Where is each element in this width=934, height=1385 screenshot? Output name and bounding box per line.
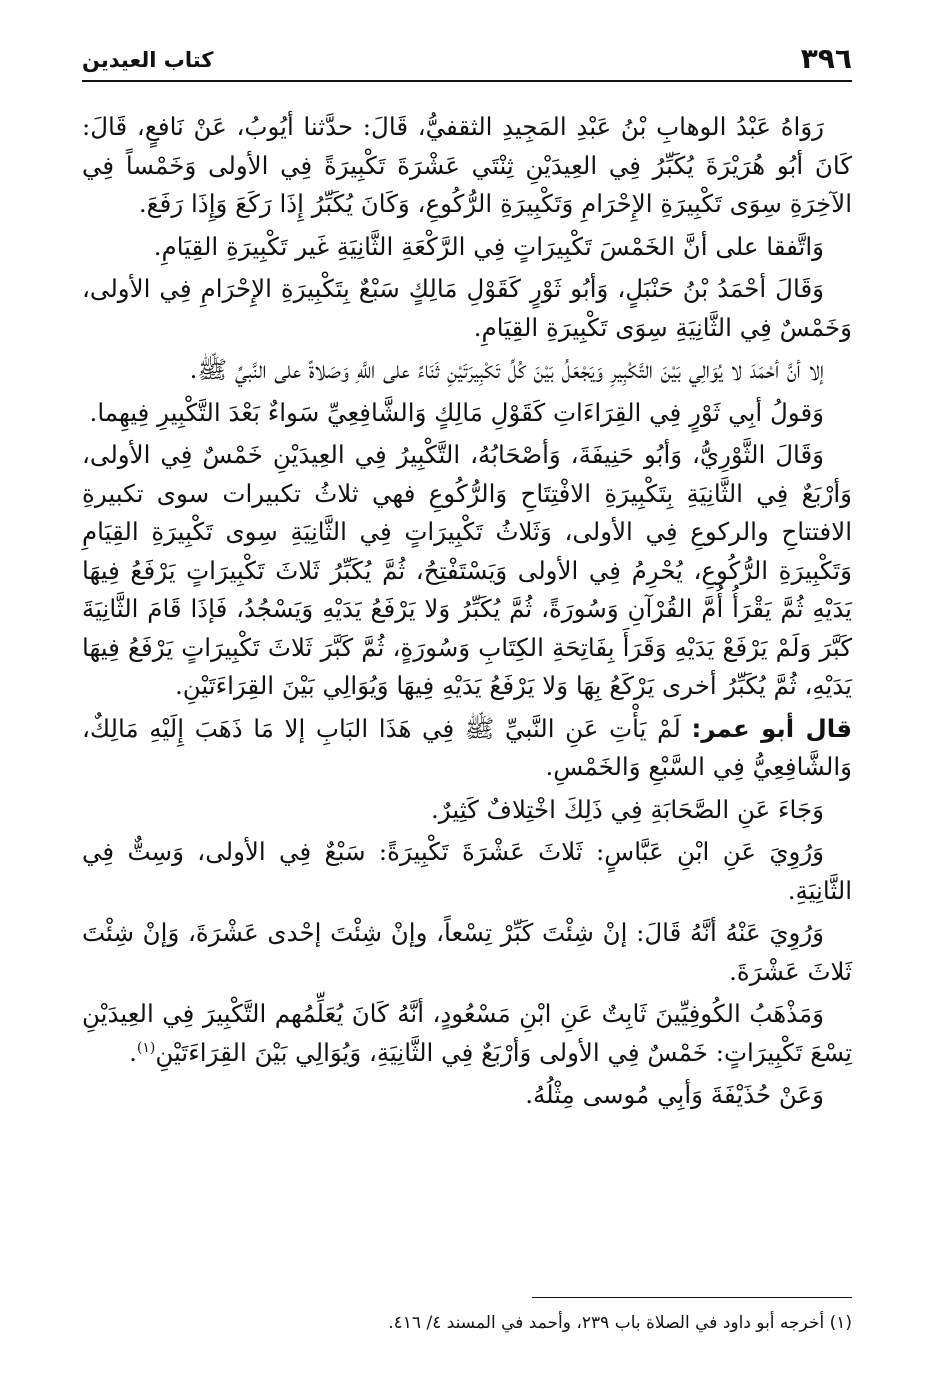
page-header <box>82 40 852 82</box>
paragraph: وَقَالَ الثَّوْرِيُّ، وَأبُو حَنِيفَةَ، وَأصْحَابُهُ، التَّكْبِيرُ فِي العِيدَيْنِ خَمْسٌ فِي الأولى، وَأرْبَعٌ فِي الثَّانِيَةِ بِتَكْبِيرَةِ الافْتِتَاحِ وَالرُّكُوعِ فهي ثلاثُ تكبيرات سوى تكبيرةِ الافتتاحِ والركوعِ فِي الأولى، وَثَلاثُ تَكْبِيرَاتٍ فِي الثَّانِيَةِ سِوى تَكْبِيرَةِ القِيَامِ وَتَكْبِيرَةِ الرُّكُوعِ، يُحْرِمُ فِي الأولى وَيَسْتَفْتِحُ، ثُمَّ يُكَبِّرُ ثَلاثَ تَكْبِيرَاتٍ يَرْفَعُ فِيهَا يَدَيْهِ ثُمَّ يَقْرَأُ أُمَّ القُرْآنِ وَسُورَةً، ثُمَّ يُكَبِّرُ وَلا يَرْفَعُ يَدَيْهِ وَيَسْجُدُ، فَإذَا قَامَ الثَّانِيَةَ كَبَّرَ وَلَمْ يَرْفَعْ يَدَيْهِ وَقَرَأَ بِفَاتِحَةِ الكِتَابِ وَسُورَةٍ، ثُمَّ كَبَّرَ ثَلاثَ تَكْبِيرَاتٍ يَرْفَعُ فِيهَا يَدَيْهِ، ثُمَّ يُكَبِّرُ أخرى يَرْكَعُ بِهَا وَلا يَرْفَعُ يَدَيْهِ فِيهَا وَيُوَالِي بَيْنَ القِرَاءَتَيْنِ. <box>82 440 852 700</box>
paragraph: وَرُوِيَ عَنِ ابْنِ عَبَّاسٍ: ثَلاثَ عَشْرَةَ تَكْبِيرَةً: سَبْعٌ فِي الأولى، وَسِتٌّ فِي الثَّانِيَةِ. <box>82 837 852 905</box>
footnote: (١) أخرجه أبو داود في الصلاة باب ٢٣٩، وأحمد في المسند ٤/ ٤١٦. <box>388 1313 852 1333</box>
footnote-divider <box>532 1297 852 1298</box>
page-number: ٣٩٦ <box>800 42 852 75</box>
paragraph: وَقَالَ أحْمَدُ بْنُ حَنْبَلٍ، وَأبُو ثَوْرٍ كَقَوْلِ مَالِكٍ سَبْعٌ بِتَكْبِيرَةِ الإِحْرَامِ فِي الأولى، وَخَمْسٌ فِي الثَّانِيَةِ سِوَى تَكْبِيرَةِ القِيَامِ. <box>82 274 852 342</box>
paragraph: إلا أنَّ أحْمَدَ لا يُوَالِي بَيْنَ التَّكْبِيرِ وَيَجْعَلُ بَيْنَ كُلِّ تَكْبِيرَتَيْنِ ثَنَاءً على اللَّهِ وَصَلاةً على النَّبيِّ ﷺ. <box>189 355 824 384</box>
paragraph: وَجَاءَ عَنِ الصَّحَابَةِ فِي ذَلِكَ اخْتِلافٌ كَثِيرٌ. <box>431 794 824 824</box>
paragraph-text: وَمَذْهَبُ الكُوفِيِّينَ ثَابِتٌ عَنِ ابْنِ مَسْعُودٍ، أنَّهُ كَانَ يُعَلِّمُهم التَّكْبِيرَ فِي العِيدَيْنِ تِسْعَ تَكْبِيرَاتٍ: خَمْسٌ فِي الأولى وَأرْبَعٌ فِي الثَّانِيَةِ، وَيُوَالِي بَيْنَ القِرَاءَتَيْنِ <box>82 999 852 1067</box>
main-text <box>82 108 852 1119</box>
paragraph: وَرُوِيَ عَنْهُ أنَّهُ قَالَ: إنْ شِئْتَ كَبِّرْ تِسْعاً، وإنْ شِئْتَ إحْدى عَشْرَةَ، وَإنْ شِئْتَ ثَلاثَ عَشْرَةَ. <box>82 918 852 986</box>
abu-umar-paragraph <box>82 710 852 787</box>
paragraph-text: لَمْ يَأْتِ عَنِ النَّبيِّ ﷺ فِي هَذَا البَابِ إلا مَا ذَهَبَ إِلَيْهِ مَالِكٌ، وَالشَّافِعِيُّ فِي السَّبْعِ وَالخَمْسِ. <box>82 713 852 781</box>
running-title: كتاب العيدين <box>82 48 214 72</box>
kufi-paragraph <box>82 995 852 1072</box>
paragraph: رَوَاهُ عَبْدُ الوهابِ بْنُ عَبْدِ المَجِيدِ الثقفيُّ، قَالَ: حدَّثنا أيُوبُ، عَنْ نَافعٍ، قَالَ: كَانَ أبُو هُرَيْرَةَ يُكَبِّرُ فِي العِيدَيْنِ ثِنْتَي عَشْرَةَ تَكْبِيرَةً فِي الأولى وَخَمْساً فِي الآخِرَةِ سِوَى تَكْبِيرَةِ الإِحْرَامِ وَتَكْبِيرَةِ الرُّكُوعِ، وَكَانَ يُكَبِّرُ إِذَا رَكَعَ وَإِذَا رَفَعَ. <box>82 112 852 218</box>
paragraph: وَعَنْ حُذَيْفَةَ وَأبِي مُوسى مِثْلُهُ. <box>525 1080 824 1109</box>
footnote-reference[interactable]: (١) <box>136 1039 156 1056</box>
paragraph: وَاتَّفقا على أنَّ الخَمْسَ تَكْبِيرَاتٍ فِي الرَّكْعَةِ الثَّانِيَةِ غَير تَكْبِيرَةِ القِيَامِ. <box>153 231 824 261</box>
speaker-label: قال أبو عمر: <box>691 713 852 743</box>
paragraph: وَقولُ أبِي ثَوْرٍ فِي القِرَاءَاتِ كَقَوْلِ مَالِكٍ وَالشَّافِعِيِّ سَواءٌ بَعْدَ التَّكْبِيرِ فِيهِما. <box>89 397 824 427</box>
paragraph-end: . <box>129 1037 137 1067</box>
